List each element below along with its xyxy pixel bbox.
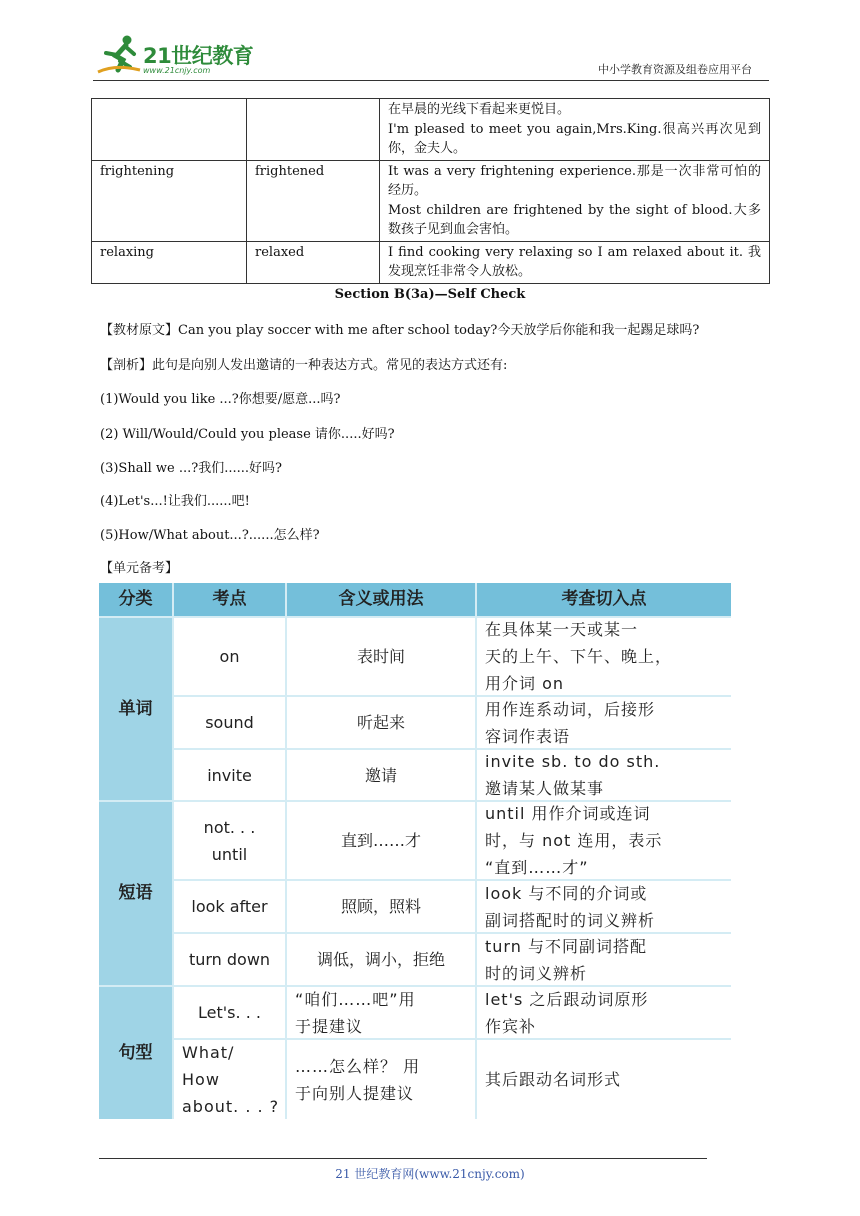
example-line: I'm pleased to meet you again,Mrs.King.很高兴再次见到你，金夫人。: [388, 121, 761, 156]
cell-line: ……怎么样？ 用: [295, 1056, 421, 1076]
meaning-cell: [287, 618, 475, 695]
cell-line: 用作连系动词，后接形: [485, 699, 656, 719]
focus-cell: [477, 987, 731, 1038]
focus-cell: [477, 697, 731, 748]
cell-text: [485, 933, 647, 987]
point-cell: [174, 934, 285, 985]
cell-line: until 用作介词或连词: [485, 804, 651, 823]
point-cell: [174, 618, 285, 695]
paragraph: (1)Would you like ...?你想要/愿意...吗?: [100, 392, 341, 407]
example-cell: [380, 241, 770, 283]
word-cell: relaxing: [92, 241, 247, 283]
cell-text: [204, 814, 256, 868]
platform-name: 中小学教育资源及组卷应用平台: [598, 63, 752, 76]
cell-text: [205, 709, 254, 736]
cell-line: 于向别人提建议: [295, 1083, 415, 1103]
cell-text: [365, 762, 397, 789]
table-header-cell: 分类: [99, 583, 172, 616]
cell-text: [485, 800, 662, 881]
point-cell: [174, 881, 285, 932]
cell-line: 用介词 on: [485, 674, 565, 693]
cell-text: [295, 1053, 420, 1107]
paragraph: 【剖析】此句是向别人发出邀请的一种表达方式。常见的表达方式还有:: [100, 358, 508, 373]
cell-line: 听起来: [356, 713, 405, 732]
cell-line: look after: [191, 897, 268, 916]
meaning-cell: [287, 881, 475, 932]
adjective-cell: frightened: [247, 160, 380, 241]
cell-line: about. . . ?: [182, 1097, 280, 1116]
focus-cell: [477, 934, 731, 985]
meaning-cell: [287, 934, 475, 985]
cell-line: turn 与不同副词搭配: [485, 936, 647, 956]
focus-cell: [477, 618, 731, 695]
example-cell: [380, 160, 770, 241]
cell-text: [220, 643, 240, 670]
example-cell: [380, 99, 770, 161]
footer-divider: [99, 1158, 707, 1159]
logo-text: 21世纪教育: [143, 44, 254, 68]
adjective-cell: relaxed: [247, 241, 380, 283]
cell-text: [485, 696, 655, 750]
focus-cell: [477, 802, 731, 879]
adjective-cell: [247, 99, 380, 161]
cell-line: not. . .: [203, 817, 256, 837]
cell-line: until: [211, 844, 248, 864]
cell-line: invite sb. to do sth.: [485, 752, 661, 771]
table-header-cell: 考点: [174, 583, 285, 616]
vocab-table: [91, 98, 770, 284]
meaning-cell: [287, 750, 475, 800]
cell-text: [485, 986, 648, 1040]
cell-text: [357, 709, 405, 736]
point-cell: [174, 697, 285, 748]
site-logo: [96, 34, 261, 78]
footer-text: 21 世纪教育网(www.21cnjy.com): [335, 1167, 525, 1181]
header-divider: [93, 80, 769, 81]
category-cell: 短语: [99, 802, 172, 985]
cell-text: [341, 893, 421, 920]
cell-line: 时，与 not 连用，表示: [485, 831, 663, 850]
cell-line: let's 之后跟动词原形: [485, 989, 649, 1009]
meaning-cell: [287, 987, 475, 1038]
cell-line: What/: [182, 1043, 235, 1062]
point-cell: [174, 987, 285, 1038]
exam-points-table: [99, 583, 731, 1119]
cell-line: 调低，调小，拒绝: [316, 950, 445, 969]
cell-line: 作宾补: [485, 1016, 537, 1036]
logo-url: www.21cnjy.com: [143, 66, 211, 75]
cell-line: look 与不同的介词或: [485, 883, 648, 903]
example-line: 在早晨的光线下看起来更悦目。: [388, 102, 571, 117]
cell-line: How: [182, 1070, 220, 1089]
cell-text: [295, 986, 416, 1040]
cell-text: [357, 643, 405, 670]
category-cell: 句型: [99, 987, 172, 1119]
cell-line: 容词作表语: [485, 726, 571, 746]
table-header-cell: 考查切入点: [477, 583, 731, 616]
cell-text: [485, 1066, 621, 1093]
runner-logo-icon: [96, 34, 142, 78]
cell-line: 表时间: [356, 647, 405, 666]
point-cell: [174, 802, 285, 879]
cell-line: “咱们……吧”用: [295, 989, 416, 1009]
paragraph: (2) Will/Would/Could you please 请你.....好吗?: [100, 427, 395, 442]
focus-cell: [477, 881, 731, 932]
cell-line: 天的上午、下午、晚上，: [485, 647, 673, 666]
paragraph: (5)How/What about...?......怎么样?: [100, 528, 320, 543]
meaning-cell: [287, 697, 475, 748]
cell-line: Let's. . .: [198, 1003, 261, 1022]
cell-line: “直到……才”: [485, 858, 589, 877]
paragraph: (4)Let's...!让我们......吧!: [100, 494, 250, 509]
cell-line: sound: [205, 713, 254, 732]
table-row: [92, 160, 770, 241]
cell-line: 副词搭配时的词义辨析: [485, 910, 656, 930]
cell-text: [191, 893, 267, 920]
cell-line: invite: [207, 765, 252, 785]
example-line: It was a very frightening experience.那是一次非常可怕的经历。: [388, 163, 761, 198]
cell-text: [485, 880, 655, 934]
cell-text: [485, 748, 660, 802]
example-line: I find cooking very relaxing so I am relaxed about it. 我发现烹饪非常令人放松。: [388, 244, 761, 279]
cell-text: [317, 946, 445, 973]
point-cell: [174, 750, 285, 800]
paragraph: (3)Shall we ...?我们......好吗?: [100, 461, 282, 476]
cell-line: 于提建议: [295, 1016, 364, 1036]
cell-line: 在具体某一天或某一: [485, 620, 639, 639]
cell-text: [207, 762, 252, 789]
word-cell: frightening: [92, 160, 247, 241]
cell-line: on: [219, 647, 240, 666]
word-cell: [92, 99, 247, 161]
cell-text: [485, 616, 672, 697]
cell-text: [198, 999, 261, 1026]
point-cell: [174, 1040, 285, 1119]
paragraph: 【教材原文】Can you play soccer with me after school today?今天放学后你能和我一起踢足球吗?: [100, 323, 700, 338]
cell-text: [189, 946, 270, 973]
meaning-cell: [287, 802, 475, 879]
focus-cell: [477, 750, 731, 800]
section-title: Section B(3a)—Self Check: [334, 287, 526, 302]
table-row: [92, 241, 770, 283]
cell-text: [341, 827, 421, 854]
cell-line: turn down: [188, 950, 271, 969]
example-line: Most children are frightened by the sight of blood.大多数孩子见到血会害怕。: [388, 202, 761, 237]
cell-line: 直到……才: [340, 831, 421, 850]
table-row: [92, 99, 770, 161]
cell-line: 照顾，照料: [340, 897, 421, 916]
meaning-cell: [287, 1040, 475, 1119]
cell-line: 其后跟动名词形式: [485, 1070, 622, 1089]
focus-cell: [477, 1040, 731, 1119]
cell-line: 邀请: [364, 765, 397, 785]
cell-text: [182, 1039, 279, 1120]
cell-line: 邀请某人做某事: [485, 779, 605, 798]
cell-line: 时的词义辨析: [485, 963, 588, 983]
paragraph: 【单元备考】: [100, 561, 179, 576]
table-header-cell: 含义或用法: [287, 583, 475, 616]
category-cell: 单词: [99, 618, 172, 800]
